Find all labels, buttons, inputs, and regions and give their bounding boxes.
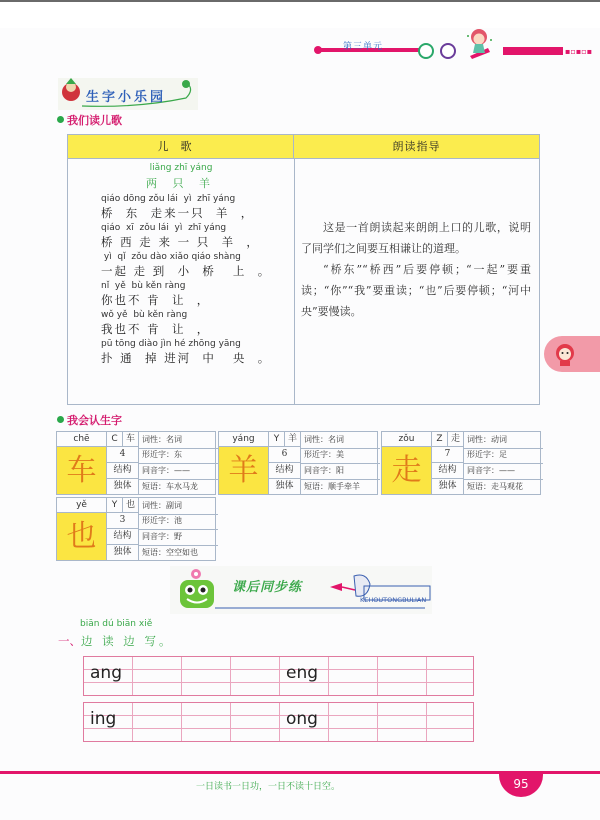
char-large: 车	[57, 447, 107, 494]
song-line-hanzi: 我也不 肯 让 ，	[101, 322, 211, 336]
question-pinyin: biān dú biān xiě	[80, 619, 153, 629]
song-line-pinyin: qiáo xī zǒu lái yì zhī yáng	[101, 223, 227, 233]
char-similar: 形近字：东	[139, 447, 218, 464]
grid-label-ong: ong	[286, 709, 318, 729]
char-body-type: 独体	[269, 479, 301, 494]
song-table	[67, 134, 540, 405]
exercise-banner-subtitle: KEHOUTONGBULIAN	[360, 596, 427, 604]
grid-line	[230, 657, 231, 695]
cartoon-girl-icon	[462, 26, 496, 60]
question-title	[58, 633, 173, 649]
char-body-type: 独体	[107, 545, 139, 560]
header-dash-decoration: ▪▫▪▫▪	[565, 47, 593, 56]
char-structure-label: 结构	[107, 529, 139, 545]
char-large: 也	[57, 513, 107, 560]
char-section-heading-text: 我会认生字	[67, 414, 122, 427]
char-initial-letter: Z	[432, 432, 448, 447]
question-number: 一、	[58, 634, 81, 648]
song-line-hanzi: 桥 东 走来一只 羊 ，	[101, 206, 255, 220]
char-phrase: 短语：顺手牵羊	[304, 482, 360, 491]
char-section-heading	[57, 412, 122, 428]
grid-line	[181, 657, 182, 695]
purple-ring-icon	[440, 43, 456, 59]
char-large: 走	[382, 447, 432, 494]
col-header-song: 儿歌	[68, 135, 294, 159]
grid-line	[426, 657, 427, 695]
top-border	[0, 0, 600, 2]
grid-line	[279, 703, 280, 741]
grid-label-ing: ing	[90, 709, 117, 729]
char-card-ye	[56, 497, 216, 561]
song-line-hanzi: 扑 通 掉 进河 中 央 。	[101, 351, 272, 365]
char-part-of-speech: 词性：名词	[139, 432, 218, 449]
char-part-of-speech: 词性：副词	[139, 498, 218, 515]
song-line-pinyin: pū tōng diào jìn hé zhōng yāng	[101, 339, 241, 349]
grid-line	[230, 703, 231, 741]
grid-line	[132, 703, 133, 741]
char-body-type: 独体	[432, 479, 464, 494]
grid-line	[181, 703, 182, 741]
char-phrase: 短语：走马观花	[467, 482, 523, 491]
char-card-yang	[218, 431, 378, 495]
question-text: 边 读 边 写。	[81, 634, 174, 648]
char-small: 也	[123, 498, 139, 513]
grid-line	[279, 657, 280, 695]
grid-line	[426, 703, 427, 741]
char-phrase: 短语：空空如也	[142, 548, 198, 557]
char-structure-label: 结构	[269, 463, 301, 479]
section-banner-title: 生字小乐园	[86, 90, 167, 105]
song-section-heading-text: 我们读儿歌	[67, 114, 122, 127]
char-large: 羊	[219, 447, 269, 494]
char-stroke-count: 6	[269, 447, 301, 463]
grid-line	[328, 657, 329, 695]
song-text	[68, 163, 294, 367]
column-divider	[294, 159, 295, 405]
song-line-pinyin: wǒ yě bù kěn ràng	[101, 310, 188, 320]
grid-line	[132, 657, 133, 695]
char-homophone: 同音字：——	[464, 463, 543, 480]
char-small: 走	[448, 432, 464, 447]
guide-paragraph: “桥东”“桥西”后要停顿；“一起”要重读；“你”“我”要重读；“也”后要停顿；“河中央”要慢读。	[301, 263, 531, 318]
char-stroke-count: 4	[107, 447, 139, 463]
char-initial-letter: C	[107, 432, 123, 447]
writing-grid-row[interactable]	[83, 656, 474, 696]
char-initial-letter: Y	[269, 432, 285, 447]
char-similar: 形近字：池	[139, 513, 218, 530]
side-tab[interactable]	[544, 336, 600, 372]
header-bar-decoration	[503, 47, 563, 55]
unit-title: 第三单元	[343, 42, 384, 52]
char-similar: 形近字：美	[301, 447, 380, 464]
song-line-pinyin: qiáo dōng zǒu lái yì zhī yáng	[101, 194, 236, 204]
song-line-hanzi: 你也不 肯 让 ，	[101, 293, 211, 307]
char-card-zou	[381, 431, 541, 495]
cartoon-cat-icon	[552, 341, 578, 367]
writing-grid-row[interactable]	[83, 702, 474, 742]
bullet-icon	[57, 116, 64, 123]
char-part-of-speech: 词性：动词	[464, 432, 543, 449]
char-homophone: 同音字：——	[139, 463, 218, 480]
page-number: 95	[499, 771, 543, 797]
song-line-pinyin: nǐ yě bù kěn ràng	[101, 281, 186, 291]
song-line-hanzi: 桥 西 走 来 一 只 羊 ，	[101, 235, 260, 249]
char-homophone: 同音字：阳	[301, 463, 380, 480]
grid-label-eng: eng	[286, 663, 319, 683]
song-title: 两 只 羊	[146, 177, 216, 190]
grid-line	[377, 657, 378, 695]
char-structure-label: 结构	[107, 463, 139, 479]
song-line-hanzi: 一起 走 到 小 桥 上 。	[101, 264, 272, 278]
grid-label-ang: ang	[90, 663, 122, 683]
char-homophone: 同音字：野	[139, 529, 218, 546]
reading-guide	[301, 217, 531, 322]
exercise-banner-title: 课后同步练	[232, 580, 303, 595]
char-pinyin: chē	[57, 432, 107, 447]
song-title-pinyin: liǎng zhī yáng	[149, 163, 213, 173]
char-similar: 形近字：足	[464, 447, 543, 464]
char-part-of-speech: 词性：名词	[301, 432, 380, 449]
grid-line	[328, 703, 329, 741]
grid-line	[377, 703, 378, 741]
char-structure-label: 结构	[432, 463, 464, 479]
char-stroke-count: 3	[107, 513, 139, 529]
col-header-guide: 朗读指导	[294, 135, 539, 159]
char-small: 羊	[285, 432, 301, 447]
char-initial-letter: Y	[107, 498, 123, 513]
song-section-heading	[57, 112, 122, 128]
char-pinyin: yáng	[219, 432, 269, 447]
green-ring-icon	[418, 43, 434, 59]
char-small: 车	[123, 432, 139, 447]
guide-paragraph: 这是一首朗读起来朗朗上口的儿歌，说明了同学们之间要互相谦让的道理。	[301, 221, 531, 255]
char-pinyin: yě	[57, 498, 107, 513]
char-phrase: 短语：车水马龙	[142, 482, 198, 491]
song-line-pinyin: yì qǐ zǒu dào xiǎo qiáo shàng	[101, 252, 241, 262]
bullet-icon	[57, 416, 64, 423]
footer-motto: 一日读书一日功，一日不读十日空。	[196, 782, 341, 792]
char-body-type: 独体	[107, 479, 139, 494]
char-stroke-count: 7	[432, 447, 464, 463]
char-card-che	[56, 431, 216, 495]
char-pinyin: zǒu	[382, 432, 432, 447]
